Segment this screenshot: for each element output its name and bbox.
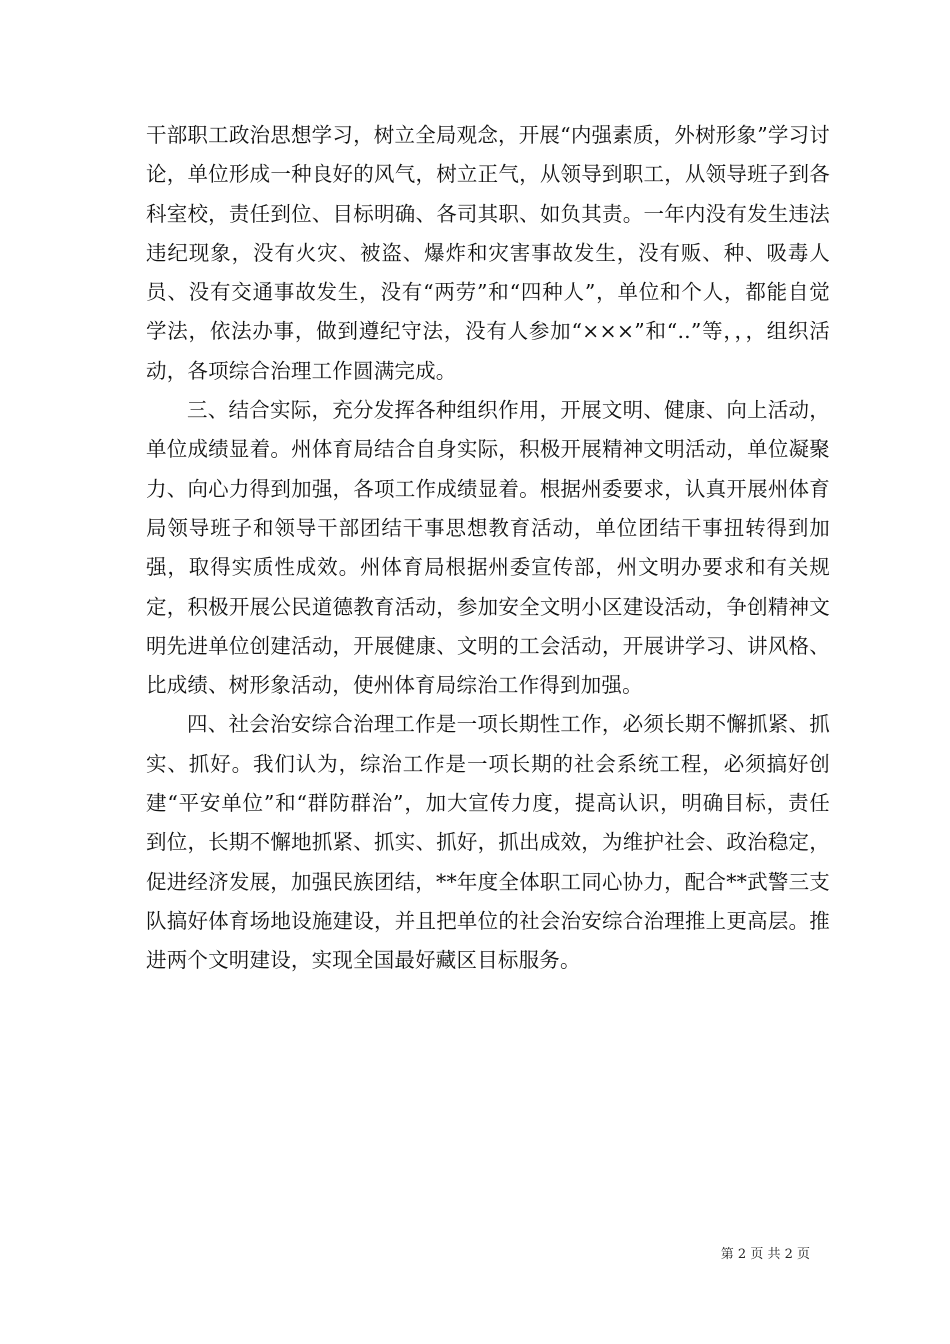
paragraph-section-four: 四、社会治安综合治理工作是一项长期性工作，必须长期不懈抓紧、抓实、抓好。我们认为，综治工作是一项长期的社会系统工程，必须搞好创建“平安单位”和“群防群治”，加大宣传力度，提高认识，明确目标，责任到位，长期不懈地抓紧、抓实、抓好，抓出成效，为维护社会、政治稳定，促进经济发展，加强民族团结，**年度全体职工同心协力，配合**武警三支队搞好体育场地设施建设，并且把单位的社会治安综合治理推上更高层。推进两个文明建设，实现全国最好藏区目标服务。 [146, 712, 830, 973]
document-body [146, 116, 830, 981]
paragraph-continuation: 干部职工政治思想学习，树立全局观念，开展“内强素质，外树形象”学习讨论，单位形成一种良好的风气，树立正气，从领导到职工，从领导班子到各科室校，责任到位、目标明确、各司其职、如负其责。一年内没有发生违法违纪现象，没有火灾、被盗、爆炸和灾害事故发生，没有贩、种、吸毒人员、没有交通事故发生，没有“两劳”和“四种人”，单位和个人，都能自觉学法，依法办事，做到遵纪守法，没有人参加“×××”和“..”等，，，组织活动，各项综合治理工作圆满完成。 [146, 123, 830, 383]
page-number-footer: 第 2 页 共 2 页 [720, 1247, 810, 1262]
paragraph-section-three: 三、结合实际，充分发挥各种组织作用，开展文明、健康、向上活动，单位成绩显着。州体育局结合自身实际，积极开展精神文明活动，单位凝聚力、向心力得到加强，各项工作成绩显着。根据州委要求，认真开展州体育局领导班子和领导干部团结干事思想教育活动，单位团结干事扭转得到加强，取得实质性成效。州体育局根据州委宣传部，州文明办要求和有关规定，积极开展公民道德教育活动，参加安全文明小区建设活动，争创精神文明先进单位创建活动，开展健康、文明的工会活动，开展讲学习、讲风格、比成绩、树形象活动，使州体育局综治工作得到加强。 [146, 398, 830, 698]
